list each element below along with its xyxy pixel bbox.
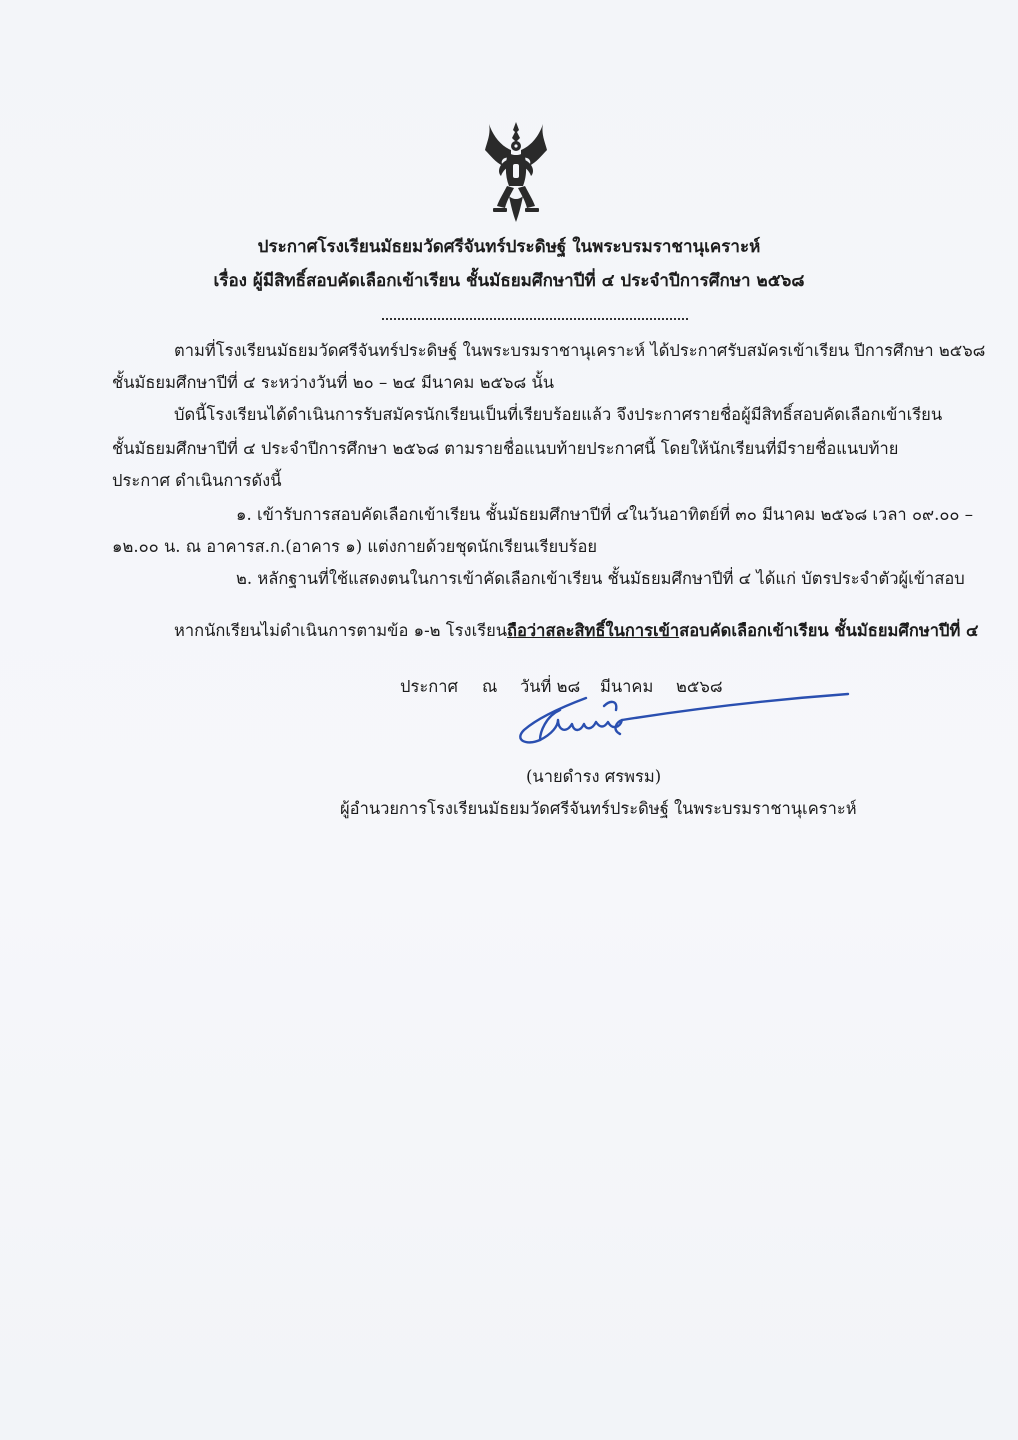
paragraph-2-line-3: ประกาศ ดำเนินการดังนี้ bbox=[112, 471, 282, 490]
list-item-2: ๒. หลักฐานที่ใช้แสดงตนในการเข้าคัดเลือกเข้าเรียน ชั้นมัธยมศึกษาปีที่ ๔ ได้แก่ บัตรประจำตัวผู้เข้าสอบ bbox=[236, 569, 965, 588]
year-label: ๒๕๖๘ bbox=[676, 677, 723, 696]
warning-prefix: หากนักเรียนไม่ดำเนินการตามข้อ ๑-๒ โรงเรียน bbox=[174, 621, 508, 640]
month-label: มีนาคม bbox=[600, 677, 654, 696]
date-label: วันที่ ๒๘ bbox=[520, 677, 581, 696]
paragraph-1-line-2: ชั้นมัธยมศึกษาปีที่ ๔ ระหว่างวันที่ ๒๐ – ๒๔ มีนาคม ๒๕๖๘ นั้น bbox=[112, 373, 555, 392]
title-line-2: เรื่อง ผู้มีสิทธิ์สอบคัดเลือกเข้าเรียน ชั้นมัธยมศึกษาปีที่ ๔ ประจำปีการศึกษา ๒๕๖๘ bbox=[213, 271, 805, 291]
title-line-1: ประกาศโรงเรียนมัธยมวัดศรีจันทร์ประดิษฐ์ ในพระบรมราชานุเคราะห์ bbox=[257, 237, 761, 257]
at-label: ณ bbox=[482, 677, 498, 696]
warning-suffix: สอบคัดเลือกเข้าเรียน ชั้นมัธยมศึกษาปีที่ ๔ bbox=[679, 621, 979, 640]
signature-icon bbox=[500, 686, 860, 766]
title-divider bbox=[382, 316, 688, 320]
list-item-1-line-2: ๑๒.๐๐ น. ณ อาคารส.ก.(อาคาร ๑) แต่งกายด้วยชุดนักเรียนเรียบร้อย bbox=[112, 537, 598, 556]
paragraph-2-line-2: ชั้นมัธยมศึกษาปีที่ ๔ ประจำปีการศึกษา ๒๕๖๘ ตามรายชื่อแนบท้ายประกาศนี้ โดยให้นักเรียนที่มีรายชื่อแนบท้าย bbox=[112, 439, 899, 458]
garuda-emblem-icon bbox=[483, 120, 549, 224]
paragraph-1-line-1: ตามที่โรงเรียนมัธยมวัดศรีจันทร์ประดิษฐ์ ในพระบรมราชานุเคราะห์ ได้ประกาศรับสมัครเข้าเรียน ปีการศึกษา ๒๕๖๘ bbox=[174, 341, 986, 360]
signer-title: ผู้อำนวยการโรงเรียนมัธยมวัดศรีจันทร์ประดิษฐ์ ในพระบรมราชานุเคราะห์ bbox=[340, 799, 857, 818]
warning-underlined: ถือว่าสละสิทธิ์ในการเข้า bbox=[507, 621, 680, 640]
announce-label: ประกาศ bbox=[400, 677, 458, 696]
paragraph-2-line-1: บัดนี้โรงเรียนได้ดำเนินการรับสมัครนักเรียนเป็นที่เรียบร้อยแล้ว จึงประกาศรายชื่อผู้มีสิทธิ์สอบคัดเลือกเข้าเรียน bbox=[174, 405, 943, 424]
signer-name: (นายดำรง ศรพรม) bbox=[526, 767, 662, 786]
list-item-1-line-1: ๑. เข้ารับการสอบคัดเลือกเข้าเรียน ชั้นมัธยมศึกษาปีที่ ๔ในวันอาทิตย์ที่ ๓๐ มีนาคม ๒๕๖๘ เวลา ๐๙.๐๐ – bbox=[236, 505, 973, 524]
document-title bbox=[0, 230, 1018, 298]
warning-line bbox=[174, 620, 979, 642]
